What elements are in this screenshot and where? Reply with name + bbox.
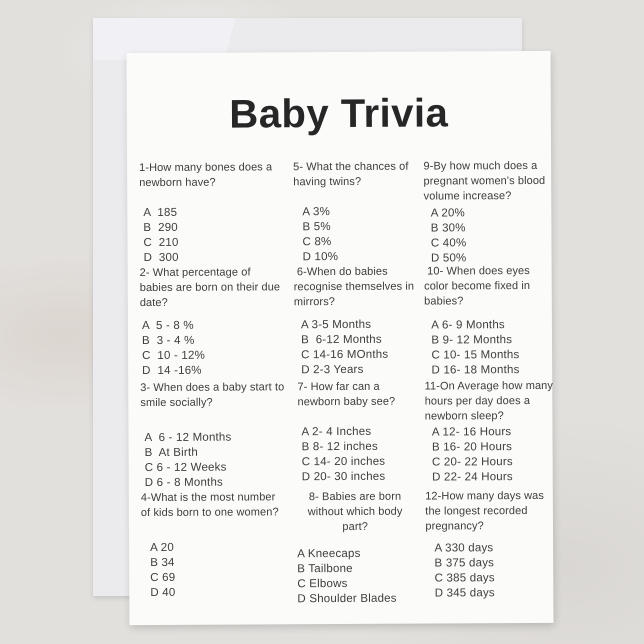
question-text: 2- What percentage of babies are born on their due date? xyxy=(139,266,281,310)
answer-option: B 6-12 Months xyxy=(301,333,382,347)
answer-option: A 185 xyxy=(143,206,178,220)
answer-option: C 14- 20 inches xyxy=(301,455,386,469)
question-text: 6-When do babies recognise themselves in mirrors? xyxy=(293,265,415,309)
answer-list xyxy=(141,540,285,601)
answer-option: A Kneecaps xyxy=(297,547,361,561)
answer-option: A 3-5 Months xyxy=(300,318,372,332)
answer-option: A 12- 16 Hours xyxy=(431,426,512,439)
answer-option: D 300 xyxy=(143,251,179,265)
questions-grid xyxy=(139,159,554,608)
question-block-9 xyxy=(423,159,552,265)
answer-option: C 6 - 12 Weeks xyxy=(144,461,227,475)
answer-option: B 34 xyxy=(150,556,175,569)
card-title: Baby Trivia xyxy=(229,91,449,137)
answer-option: D 10% xyxy=(302,251,339,264)
answer-option: D 6 - 8 Months xyxy=(144,476,224,490)
answer-option: A 6- 9 Months xyxy=(431,319,505,332)
question-block-3 xyxy=(140,380,285,491)
answer-option: D 22- 24 Hours xyxy=(432,471,513,484)
answer-list xyxy=(295,547,416,608)
answer-option: D 40 xyxy=(150,586,176,599)
answer-option: D 50% xyxy=(430,252,467,265)
answer-list xyxy=(424,206,553,267)
question-text: 11-On Average how many hours per day does a newborn sleep? xyxy=(424,379,554,423)
answer-option: C 8% xyxy=(302,236,332,249)
answer-option: D 2-3 Years xyxy=(301,363,364,377)
question-block-2 xyxy=(140,265,285,381)
answer-option: B 5% xyxy=(302,221,331,234)
answer-option: C 210 xyxy=(143,236,179,250)
answer-option: D 20- 30 inches xyxy=(301,470,386,484)
answer-list xyxy=(139,205,283,266)
answer-option: B 375 days xyxy=(434,557,495,570)
question-text: 3- When does a baby start to smile socially? xyxy=(140,381,285,410)
answer-option: A 5 - 8 % xyxy=(141,319,194,333)
question-text: 1-How many bones does a newborn have? xyxy=(139,161,273,190)
answer-option: B 3 - 4 % xyxy=(141,334,195,348)
question-block-8 xyxy=(295,490,416,608)
answer-list xyxy=(295,425,416,486)
question-block-7 xyxy=(294,380,415,491)
answer-option: D 14 -16% xyxy=(142,364,202,378)
answer-option: C 385 days xyxy=(434,572,495,585)
answer-option: B 290 xyxy=(143,221,178,235)
answer-option: A 20% xyxy=(430,207,465,220)
answer-list xyxy=(293,205,414,266)
answer-option: D Shoulder Blades xyxy=(297,592,397,606)
question-block-11 xyxy=(425,379,554,490)
answer-option: B Tailbone xyxy=(297,562,353,576)
question-block-12 xyxy=(425,489,554,607)
answer-list xyxy=(140,318,284,379)
answer-list xyxy=(425,425,554,486)
question-text: 4-What is the most number of kids born to one women? xyxy=(140,491,279,520)
answer-option: C 14-16 MOnths xyxy=(301,348,389,362)
question-block-5 xyxy=(293,160,414,266)
question-text: 8- Babies are born without which body part? xyxy=(307,490,403,533)
answer-list xyxy=(425,541,554,602)
answer-option: A 2- 4 Inches xyxy=(301,425,372,439)
answer-option: C 10- 15 Months xyxy=(431,349,520,362)
answer-list xyxy=(140,430,284,491)
answer-option: A 20 xyxy=(150,541,174,554)
answer-option: A 330 days xyxy=(434,542,494,555)
question-block-10 xyxy=(424,264,553,380)
answer-option: B 30% xyxy=(430,222,466,235)
answer-option: C 40% xyxy=(430,237,467,250)
answer-list xyxy=(424,318,553,379)
question-text: 10- When does eyes color become fixed in babies? xyxy=(423,265,531,308)
question-text: 7- How far can a newborn baby see? xyxy=(294,380,396,409)
question-text: 9-By how much does a pregnant women's blood volume increase? xyxy=(423,159,546,203)
answer-option: C Elbows xyxy=(297,577,348,591)
answer-option: C 20- 22 Hours xyxy=(431,456,513,469)
answer-option: B 16- 20 Hours xyxy=(431,441,513,454)
answer-option: C 10 - 12% xyxy=(142,349,206,363)
question-block-1 xyxy=(139,160,284,266)
question-text: 5- What the chances of having twins? xyxy=(293,160,409,189)
answer-option: B At Birth xyxy=(144,446,198,460)
question-block-6 xyxy=(294,265,415,381)
answer-option: B 9- 12 Months xyxy=(431,334,513,347)
question-block-4 xyxy=(141,490,286,608)
answer-option: D 16- 18 Months xyxy=(431,364,520,377)
answer-option: C 69 xyxy=(150,571,176,584)
answer-option: B 8- 12 inches xyxy=(301,440,378,454)
question-text: 12-How many days was the longest recorded pregnancy? xyxy=(425,489,545,533)
answer-option: D 345 days xyxy=(434,587,495,600)
answer-list xyxy=(294,318,415,379)
answer-option: A 3% xyxy=(302,206,331,219)
answer-option: A 6 - 12 Months xyxy=(144,431,232,445)
trivia-card xyxy=(127,51,554,625)
